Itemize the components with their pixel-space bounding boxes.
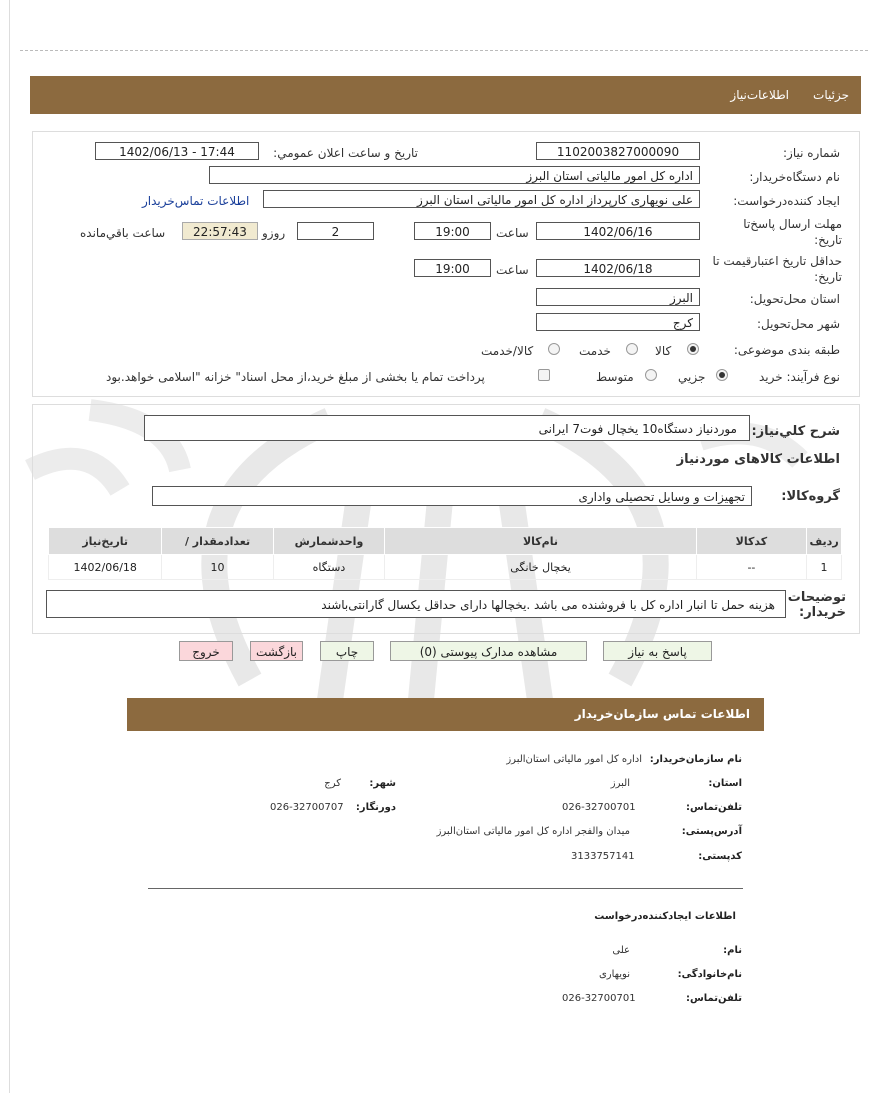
left-border-line (9, 0, 10, 1093)
days-label: روزو (262, 226, 286, 240)
treasury-payment-checkbox[interactable] (538, 369, 550, 381)
cell-quantity: 10 (162, 555, 273, 580)
remaining-label: ساعت باقي‌مانده (80, 226, 166, 240)
category-service-radio[interactable] (626, 343, 638, 355)
contact-province-label: استان: (708, 778, 742, 789)
deadline-hour-label: ساعت (496, 226, 529, 240)
contact-postal-label: کدپستی: (698, 851, 742, 862)
goods-group-field: تجهیزات و وسایل تحصیلی واداری (152, 486, 752, 506)
validity-label: حداقل تاریخ اعتبار‌قیمت تا تاریخ: (712, 254, 842, 284)
creator-field: علی نویهاری کارپرداز اداره کل امور مالیاتی استان البرز (263, 190, 700, 208)
province-label: استان محل‌تحویل: (749, 292, 840, 306)
buyer-field: اداره کل امور مالیاتی استان البرز (209, 166, 700, 184)
buyer-contact-title: اطلاعات تماس سازمان‌خریدار (127, 698, 764, 731)
creator-label: ایجاد کننده‌درخواست: (733, 194, 840, 208)
contact-address-value: میدان والفجر اداره کل امور مالیاتی استان‌البرز (436, 826, 630, 837)
print-button[interactable]: چاپ (320, 641, 374, 661)
creator-name-value: علی (612, 945, 630, 956)
col-header-code: کدکالا (696, 528, 806, 555)
col-header-date: تاریخ‌نیاز (49, 528, 162, 555)
deadline-date-field: 1402/06/16 (536, 222, 700, 240)
cell-name: یخچال خانگی (385, 555, 697, 580)
process-partial-radio[interactable] (716, 369, 728, 381)
col-header-name: نام‌کالا (385, 528, 697, 555)
back-button[interactable]: بازگشت (250, 641, 303, 661)
category-goods-label: کالا (655, 344, 672, 358)
contact-divider (148, 888, 743, 889)
buyer-label: نام دستگاه‌خریدار: (749, 170, 840, 184)
tab-need-info[interactable]: اطلاعات‌نیاز (730, 88, 789, 102)
process-label: نوع فرآیند: خرید (759, 370, 840, 384)
contact-postal-value: 3133757141 (571, 851, 635, 862)
category-goods-service-radio[interactable] (548, 343, 560, 355)
creator-name-label: نام: (723, 945, 742, 956)
remaining-time: 22:57:43 (182, 222, 258, 240)
creator-info-title: اطلاعات ایجادکننده‌درخواست (594, 911, 736, 922)
creator-family-label: نام‌خانوادگی: (677, 969, 742, 980)
contact-address-label: آدرس‌پستی: (681, 826, 742, 837)
deadline-time-field: 19:00 (414, 222, 491, 240)
top-divider (20, 50, 868, 51)
table-row (49, 555, 842, 580)
col-header-row-no: ردیف (807, 528, 842, 555)
need-number-label: شماره نیاز: (783, 146, 840, 160)
cell-row-no: 1 (807, 555, 842, 580)
col-header-unit: واحدشمارش (273, 528, 385, 555)
category-label: طبقه بندی موضوعی: (733, 343, 840, 357)
attachments-button[interactable]: مشاهده مدارک پیوستی (0) (390, 641, 587, 661)
creator-phone-value: 026-32700701 (562, 993, 636, 1004)
process-medium-label: متوسط (596, 370, 634, 384)
contact-city-value: کرج (324, 778, 341, 789)
table-header-row (49, 528, 842, 555)
announce-label: تاریخ و ساعت اعلان عمومي: (273, 146, 418, 160)
exit-button[interactable]: خروج (179, 641, 233, 661)
validity-date-field: 1402/06/18 (536, 259, 700, 277)
treasury-payment-note: پرداخت تمام یا بخشی از مبلغ خرید،از محل اسناد" خزانه "اسلامی خواهد.بود (106, 370, 485, 384)
contact-province-value: البرز (610, 778, 630, 789)
category-goods-radio[interactable] (687, 343, 699, 355)
cell-unit: دستگاه (273, 555, 385, 580)
need-number-field: 1102003827000090 (536, 142, 700, 160)
general-description-label: شرح کلي‌نیاز: (751, 424, 840, 439)
goods-table (48, 527, 842, 580)
col-header-quantity: تعدادمقدار / (162, 528, 273, 555)
buyer-contact-link[interactable]: اطلاعات تماس‌خریدار (142, 194, 250, 208)
validity-time-field: 19:00 (414, 259, 491, 277)
tab-details[interactable]: جزئیات (813, 88, 849, 102)
cell-date: 1402/06/18 (49, 555, 162, 580)
process-medium-radio[interactable] (645, 369, 657, 381)
process-partial-label: جزیي (678, 370, 706, 384)
goods-info-title: اطلاعات کالاهای موردنیاز (676, 452, 840, 467)
announce-field: 1402/06/13 - 17:44 (95, 142, 259, 160)
cell-code: -- (696, 555, 806, 580)
reply-button[interactable]: پاسخ به نیاز (603, 641, 712, 661)
days-field: 2 (297, 222, 374, 240)
goods-group-label: گروه‌کالا: (781, 489, 840, 504)
general-description-field: موردنیاز دستگاه10 یخچال فوت7 ایرانی (144, 415, 750, 441)
deadline-label: مهلت ارسال پاسخ‌تا تاریخ: (743, 217, 842, 247)
contact-fax-value: 026-32700707 (270, 802, 344, 813)
org-name-label: نام سازمان‌خریدار: (649, 754, 742, 765)
validity-hour-label: ساعت (496, 263, 529, 277)
city-label: شهر محل‌تحویل: (756, 317, 840, 331)
category-goods-service-label: کالا/خدمت (481, 344, 534, 358)
category-service-label: خدمت (579, 344, 611, 358)
contact-city-label: شهر: (369, 778, 396, 789)
creator-family-value: نویهاری (598, 969, 630, 980)
contact-phone-label: تلفن‌تماس: (685, 802, 742, 813)
creator-phone-label: تلفن‌تماس: (685, 993, 742, 1004)
buyer-notes-label: توضیحات خریدار: (787, 590, 846, 620)
province-field: البرز (536, 288, 700, 306)
org-name-value: اداره کل امور مالیاتی استان‌البرز (506, 754, 642, 765)
contact-fax-label: دورنگار: (355, 802, 396, 813)
buyer-notes-field: هزینه حمل تا انبار اداره کل با فروشنده می باشد .یخچالها دارای حداقل یکسال گارانتی‌باشند (46, 590, 786, 618)
contact-phone-value: 026-32700701 (562, 802, 636, 813)
city-field: کرج (536, 313, 700, 331)
header-bar (30, 76, 861, 114)
